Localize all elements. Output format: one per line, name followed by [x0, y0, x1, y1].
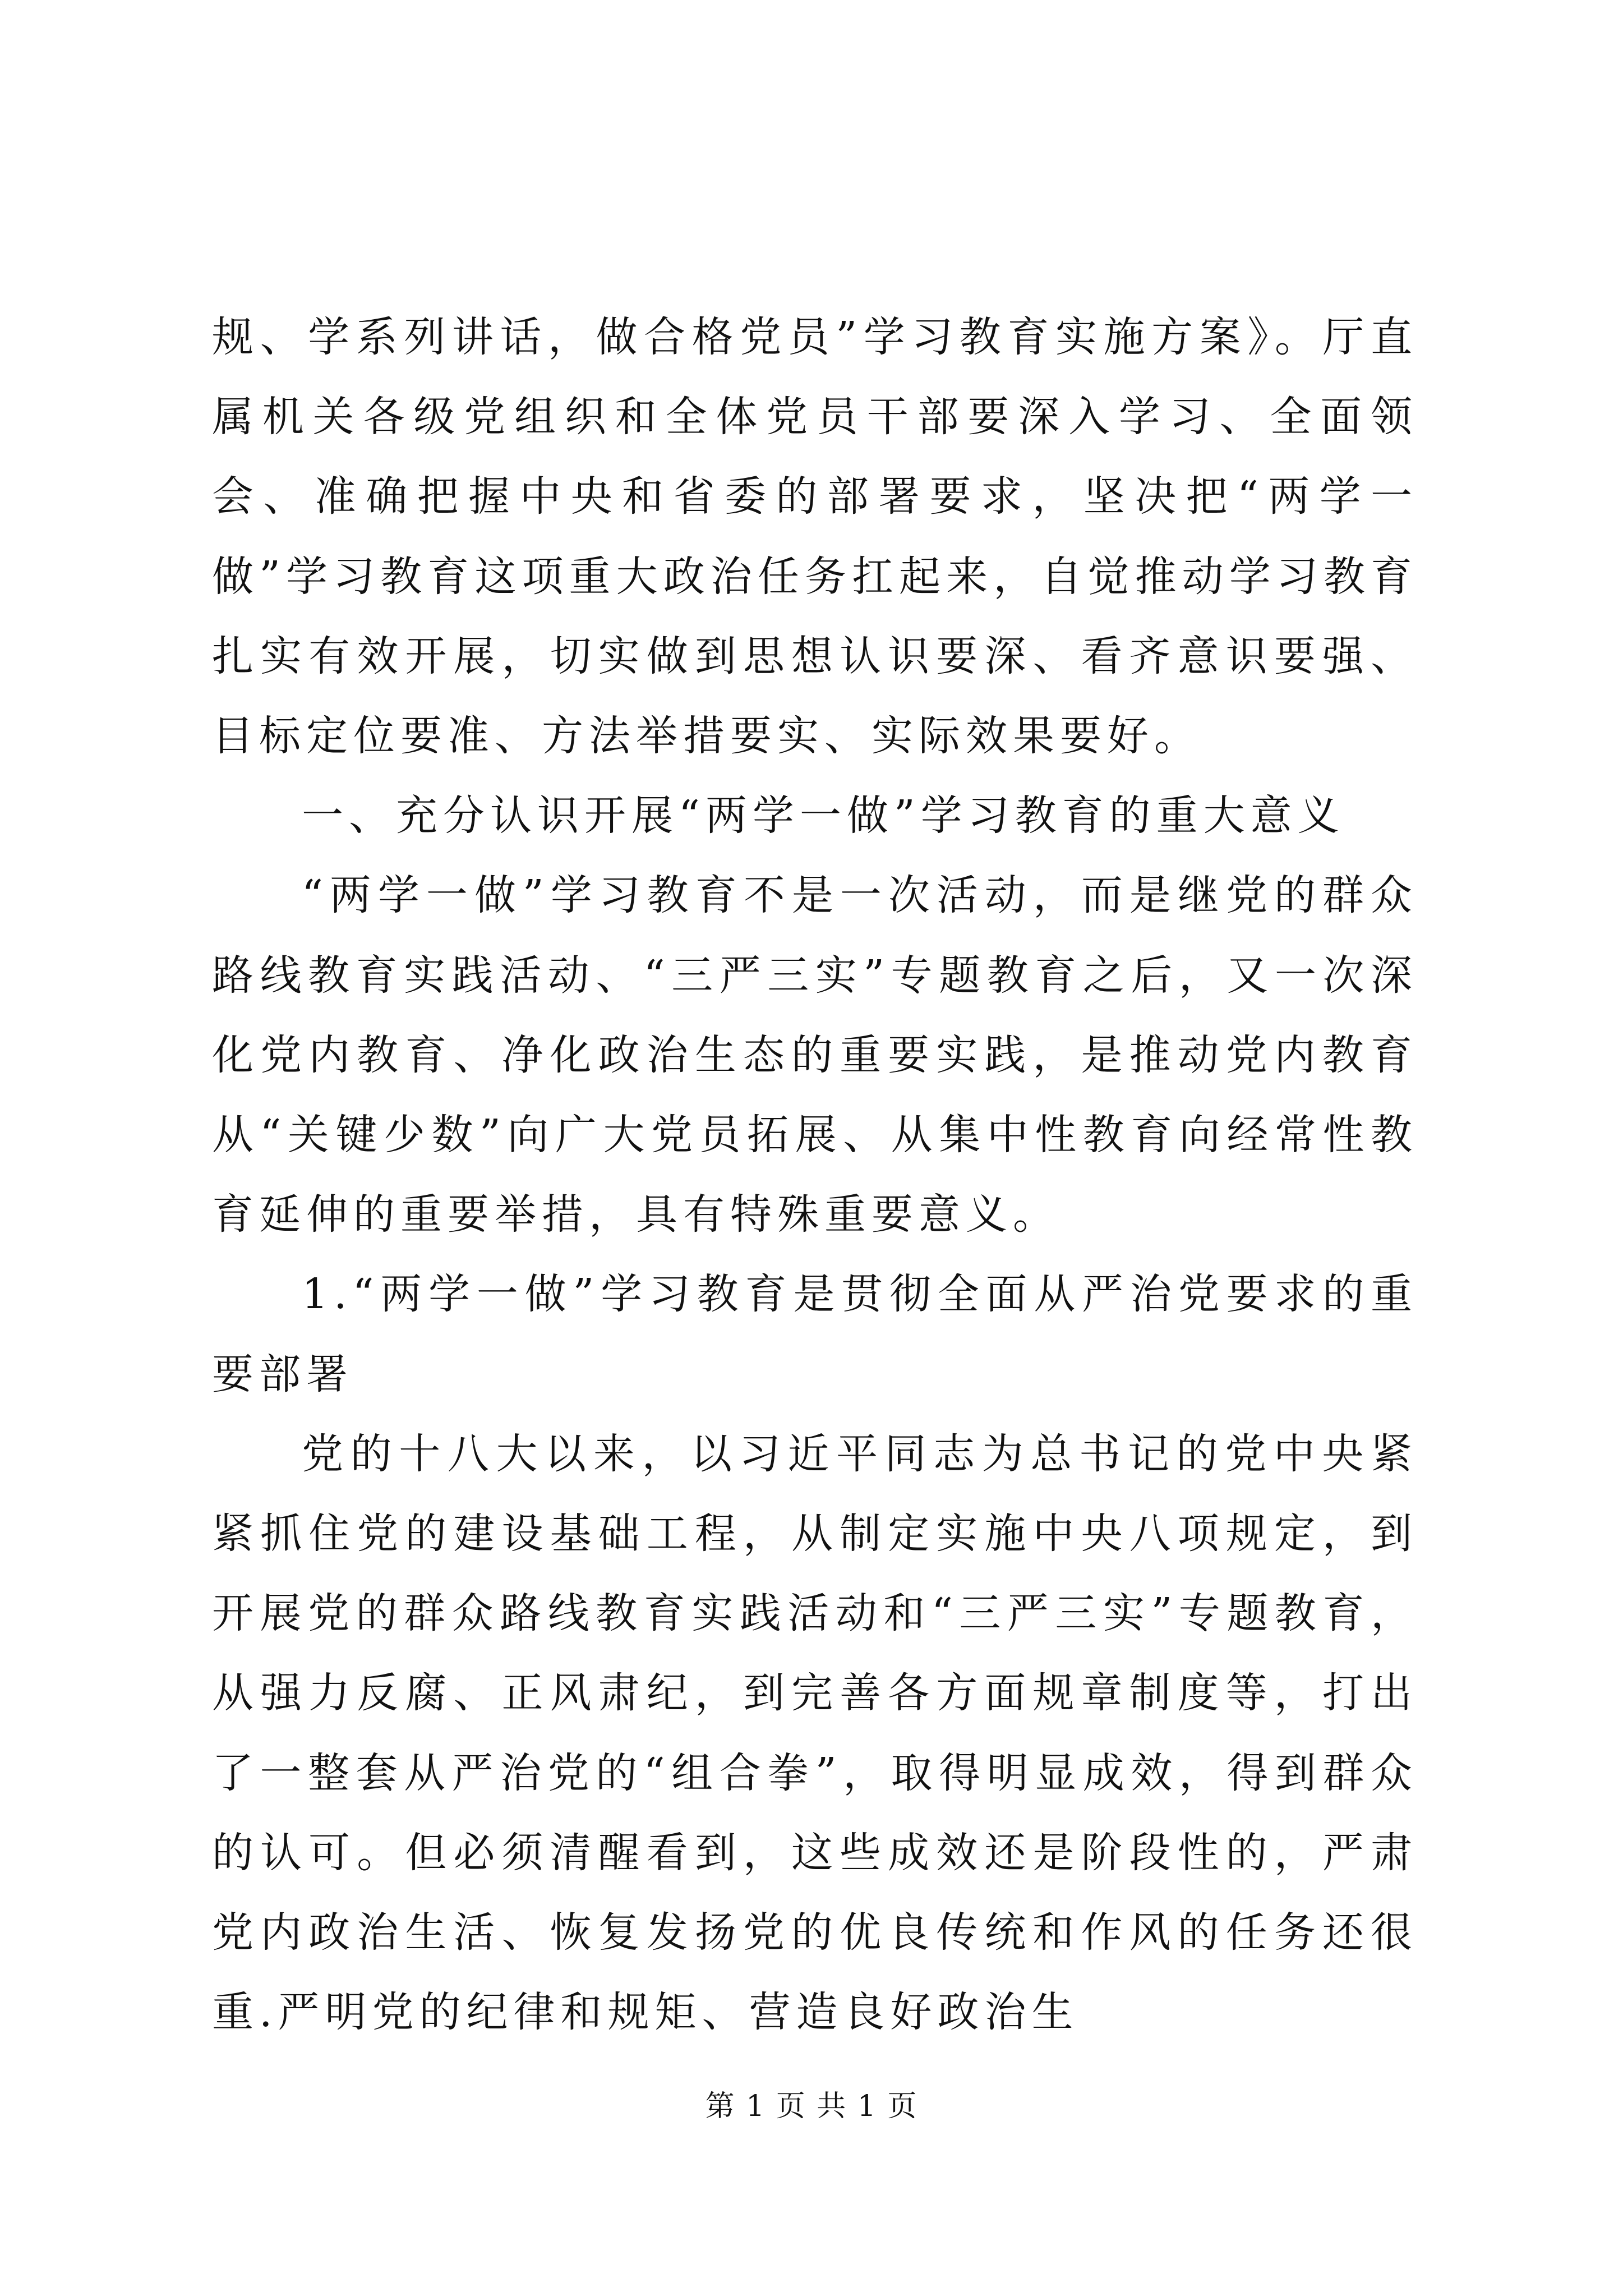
section-heading-1: 一、充分认识开展“两学一做”学习教育的重大意义	[302, 792, 1345, 840]
page-footer: 第 1 页 共 1 页	[705, 2090, 918, 2123]
subheading-1-1: 1.“两学一做”学习教育是贯彻全面从严治党要求的重要部署	[212, 1270, 1418, 1398]
paragraph-party-building: 党的十八大以来，以习近平同志为总书记的党中央紧紧抓住党的建设基础工程，从制定实施中央八项规定，到开展党的群众路线教育实践活动和“三严三实”专题教育，从强力反腐、正风肃纪，到完善各方面规章制度等，打出了一整套从严治党的“组合拳”，取得明显成效，得到群众的认可。但必须清醒看到，这些成效还是阶段性的，严肃党内政治生活、恢复发扬党的优良传统和作风的任务还很重.严明党的纪律和规矩、营造良好政治生	[212, 1429, 1418, 2037]
document-body	[212, 297, 1418, 2052]
paragraph-significance: “两学一做”学习教育不是一次活动，而是继党的群众路线教育实践活动、“三严三实”专题教育之后，又一次深化党内教育、净化政治生态的重要实践，是推动党内教育从“关键少数”向广大党员拓展、从集中性教育向经常性教育延伸的重要举措，具有特殊重要意义。	[212, 871, 1418, 1239]
paragraph-intro-continuation: 规、学系列讲话，做合格党员”学习教育实施方案》。厅直属机关各级党组织和全体党员干部要深入学习、全面领会、准确把握中央和省委的部署要求，坚决把“两学一做”学习教育这项重大政治任务扛起来，自觉推动学习教育扎实有效开展，切实做到思想认识要深、看齐意识要强、目标定位要准、方法举措要实、实际效果要好。	[212, 313, 1418, 761]
